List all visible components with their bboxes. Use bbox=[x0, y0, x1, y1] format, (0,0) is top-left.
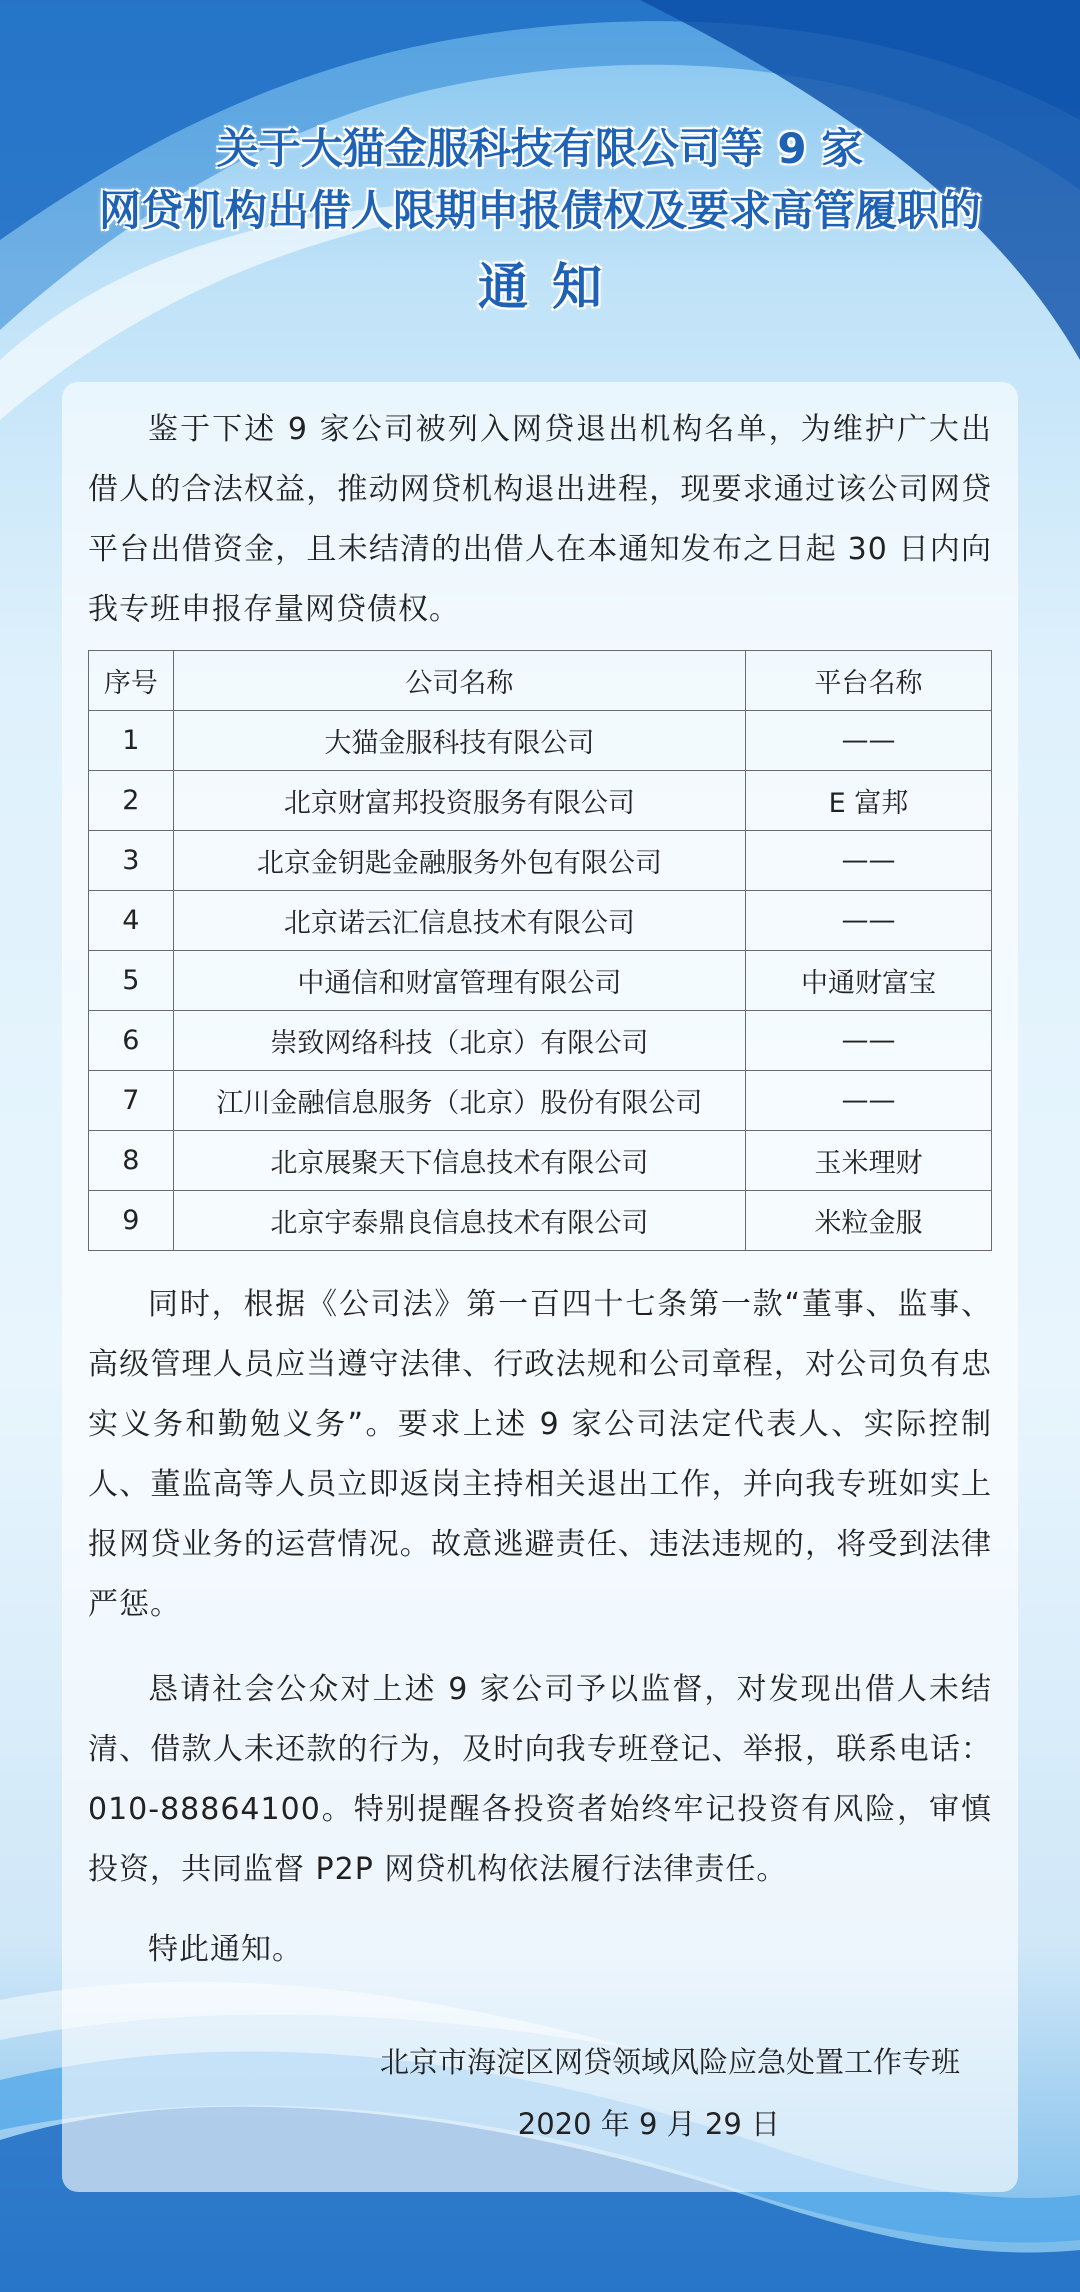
row-index: 9 bbox=[89, 1191, 174, 1251]
header-index: 序号 bbox=[89, 651, 174, 711]
row-platform: —— bbox=[745, 1071, 991, 1131]
row-company: 北京展聚天下信息技术有限公司 bbox=[173, 1131, 745, 1191]
row-company: 崇致网络科技（北京）有限公司 bbox=[173, 1011, 745, 1071]
header-platform: 平台名称 bbox=[745, 651, 991, 711]
row-platform: 中通财富宝 bbox=[745, 951, 991, 1011]
title-line-3: 通知 bbox=[478, 258, 626, 316]
row-index: 2 bbox=[89, 771, 174, 831]
row-index: 1 bbox=[89, 711, 174, 771]
row-platform: E 富邦 bbox=[745, 771, 991, 831]
title-line-2: 网贷机构出借人限期申报债权及要求高管履职的 bbox=[98, 186, 981, 235]
notice-title bbox=[0, 118, 1080, 332]
row-platform: 玉米理财 bbox=[745, 1131, 991, 1191]
signature-date: 2020 年 9 月 29 日 bbox=[517, 2107, 780, 2141]
row-platform: —— bbox=[745, 891, 991, 951]
row-platform: 米粒金服 bbox=[745, 1191, 991, 1251]
table-row bbox=[89, 1011, 992, 1071]
title-line-1: 关于大猫金服科技有限公司等 9 家 bbox=[216, 124, 864, 173]
row-company: 北京诺云汇信息技术有限公司 bbox=[173, 891, 745, 951]
table-row bbox=[89, 951, 992, 1011]
row-company: 中通信和财富管理有限公司 bbox=[173, 951, 745, 1011]
supervision-paragraph: 恳请社会公众对上述 9 家公司予以监督，对发现出借人未结清、借款人未还款的行为，及时向我专班登记、举报，联系电话：010-88864100。特别提醒各投资者始终牢记投资有风险，审慎投资，共同监督 P2P 网贷机构依法履行法律责任。 bbox=[88, 1672, 992, 1887]
table-row bbox=[89, 711, 992, 771]
row-company: 大猫金服科技有限公司 bbox=[173, 711, 745, 771]
row-index: 3 bbox=[89, 831, 174, 891]
table-row bbox=[89, 1191, 992, 1251]
table-row bbox=[89, 771, 992, 831]
table-row bbox=[89, 1131, 992, 1191]
intro-paragraph: 鉴于下述 9 家公司被列入网贷退出机构名单，为维护广大出借人的合法权益，推动网贷机构退出进程，现要求通过该公司网贷平台出借资金，且未结清的出借人在本通知发布之日起 30 日内向我专班申报存量网贷债权。 bbox=[88, 412, 992, 627]
signature-org: 北京市海淀区网贷领域风险应急处置工作专班 bbox=[379, 2045, 960, 2079]
closing-paragraph: 特此通知。 bbox=[148, 1932, 303, 1967]
row-index: 5 bbox=[89, 951, 174, 1011]
table-row bbox=[89, 891, 992, 951]
table-row bbox=[89, 1071, 992, 1131]
row-index: 7 bbox=[89, 1071, 174, 1131]
row-platform: —— bbox=[745, 711, 991, 771]
table-row bbox=[89, 831, 992, 891]
row-index: 6 bbox=[89, 1011, 174, 1071]
row-index: 8 bbox=[89, 1131, 174, 1191]
row-company: 江川金融信息服务（北京）股份有限公司 bbox=[173, 1071, 745, 1131]
row-company: 北京金钥匙金融服务外包有限公司 bbox=[173, 831, 745, 891]
row-index: 4 bbox=[89, 891, 174, 951]
row-company: 北京财富邦投资服务有限公司 bbox=[173, 771, 745, 831]
row-platform: —— bbox=[745, 1011, 991, 1071]
header-company: 公司名称 bbox=[173, 651, 745, 711]
legal-paragraph: 同时，根据《公司法》第一百四十七条第一款“董事、监事、高级管理人员应当遵守法律、行政法规和公司章程，对公司负有忠实义务和勤勉义务”。要求上述 9 家公司法定代表人、实际控制人、董监高等人员立即返岗主持相关退出工作，并向我专班如实上报网贷业务的运营情况。故意逃避责任、违法违规的，将受到法律严惩。 bbox=[88, 1287, 992, 1622]
company-table bbox=[88, 650, 992, 1251]
table-header-row bbox=[89, 651, 992, 711]
row-company: 北京宇泰鼎良信息技术有限公司 bbox=[173, 1191, 745, 1251]
row-platform: —— bbox=[745, 831, 991, 891]
